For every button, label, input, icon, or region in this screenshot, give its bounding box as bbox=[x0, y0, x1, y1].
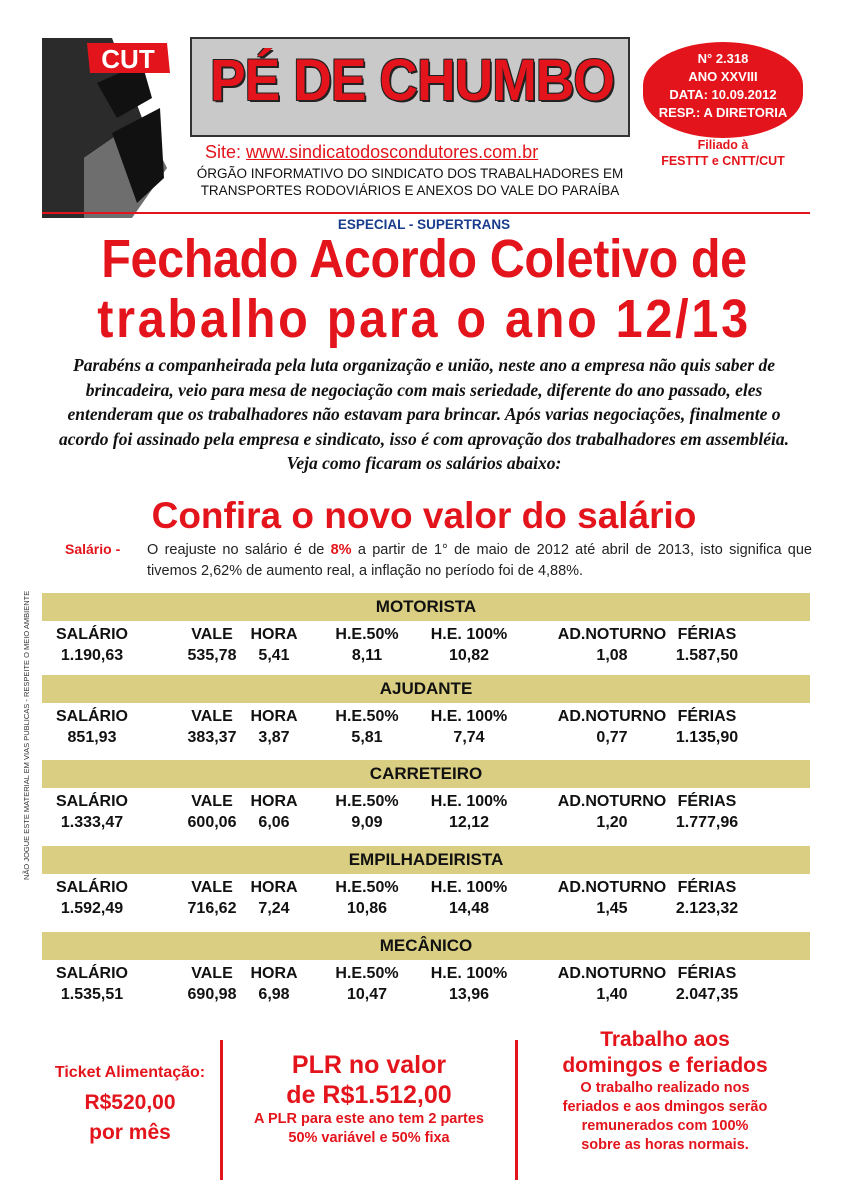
table-title-bar: CARRETEIRO bbox=[42, 760, 810, 788]
masthead-title: PÉ DE CHUMBO bbox=[209, 48, 615, 113]
column-header: VALE bbox=[191, 793, 233, 810]
column-header: H.E. 100% bbox=[430, 965, 508, 982]
cell-value: 2.123,32 bbox=[675, 900, 739, 917]
column-header: AD.NOTURNO bbox=[557, 708, 667, 725]
side-note: NÃO JOGUE ESTE MATERIAL EM VIAS PUBLICAS - RESPEITE O MEIO AMBIENTE bbox=[22, 590, 31, 880]
issue-number: N° 2.318 bbox=[697, 51, 749, 66]
issue-info-badge bbox=[643, 42, 803, 138]
column-header: SALÁRIO bbox=[56, 879, 128, 896]
logo-text: CUT bbox=[101, 44, 155, 74]
cell-value: 10,86 bbox=[346, 900, 388, 917]
cell-value: 6,98 bbox=[258, 986, 290, 1003]
table-cell bbox=[37, 624, 147, 666]
plr-box bbox=[225, 1050, 513, 1148]
site-link[interactable]: www.sindicatodoscondutores.com.br bbox=[246, 142, 539, 162]
column-header: FÉRIAS bbox=[677, 793, 737, 810]
issue-date: DATA: 10.09.2012 bbox=[669, 87, 777, 102]
ticket-period: por mês bbox=[89, 1121, 171, 1144]
table-cell bbox=[409, 706, 529, 748]
column-header: H.E.50% bbox=[335, 793, 399, 810]
salary-subhead: Confira o novo valor do salário bbox=[151, 495, 697, 536]
cell-value: 8,11 bbox=[351, 647, 383, 664]
cell-value: 383,37 bbox=[187, 729, 237, 746]
column-header: HORA bbox=[250, 793, 298, 810]
cell-value: 14,48 bbox=[448, 900, 490, 917]
column-header: AD.NOTURNO bbox=[557, 879, 667, 896]
table-cell bbox=[229, 877, 319, 919]
table-cell bbox=[409, 791, 529, 833]
cell-value: 2.047,35 bbox=[675, 986, 739, 1003]
column-header: HORA bbox=[250, 626, 298, 643]
section-tag: ESPECIAL - SUPERTRANS bbox=[337, 217, 511, 232]
column-header: FÉRIAS bbox=[677, 708, 737, 725]
cell-value: 1.535,51 bbox=[60, 986, 124, 1003]
holiday-text-4: sobre as horas normais. bbox=[581, 1137, 749, 1153]
column-header: H.E.50% bbox=[335, 965, 399, 982]
table-cell bbox=[647, 791, 767, 833]
column-header: H.E. 100% bbox=[430, 626, 508, 643]
column-header: H.E.50% bbox=[335, 879, 399, 896]
plr-detail-1: A PLR para este ano tem 2 partes bbox=[254, 1111, 484, 1127]
table-cell bbox=[229, 706, 319, 748]
column-header: SALÁRIO bbox=[56, 626, 128, 643]
cell-value: 12,12 bbox=[448, 814, 490, 831]
column-header: H.E. 100% bbox=[430, 708, 508, 725]
cut-logo-graphic bbox=[42, 38, 172, 218]
column-header: AD.NOTURNO bbox=[557, 793, 667, 810]
cell-value: 10,47 bbox=[346, 986, 388, 1003]
cell-value: 1.777,96 bbox=[675, 814, 739, 831]
cell-value: 6,06 bbox=[258, 814, 290, 831]
holiday-title-2: domingos e feriados bbox=[562, 1054, 768, 1077]
affiliation-line-1: Filiado à bbox=[697, 138, 749, 152]
table-cell bbox=[312, 791, 422, 833]
table-cell bbox=[409, 624, 529, 666]
affiliation-line-2: FESTTT e CNTT/CUT bbox=[661, 154, 785, 168]
cell-value: 1,40 bbox=[596, 986, 628, 1003]
table-cell bbox=[229, 624, 319, 666]
headline-line-1: Fechado Acordo Coletivo de bbox=[101, 229, 747, 289]
column-header: AD.NOTURNO bbox=[557, 626, 667, 643]
table-cell bbox=[647, 877, 767, 919]
column-header: FÉRIAS bbox=[677, 879, 737, 896]
holiday-text-1: O trabalho realizado nos bbox=[580, 1080, 750, 1096]
intro-paragraph: Parabéns a companheirada pela luta organização e união, neste ano a empresa não quis saber de brincadeira, veio para mesa de negociação com mais seriedade, diferente do ano passado, eles entenderam que os trabalhadores não estavam para brincar. Após varias negociações, finalmente o acordo foi assinado pela empresa e sindicato, isso é com aprovação dos trabalhadores em assembléia. Veja como ficaram os salários abaixo: bbox=[58, 355, 790, 473]
cell-value: 9,09 bbox=[351, 814, 383, 831]
bottom-divider-right bbox=[515, 1040, 518, 1180]
column-header: H.E. 100% bbox=[430, 793, 508, 810]
cell-value: 1,20 bbox=[596, 814, 628, 831]
cell-value: 3,87 bbox=[258, 729, 290, 746]
column-header: HORA bbox=[250, 879, 298, 896]
plr-title: PLR no valor bbox=[291, 1051, 447, 1079]
cell-value: 535,78 bbox=[187, 647, 237, 664]
cell-value: 1.592,49 bbox=[60, 900, 124, 917]
plr-value: de R$1.512,00 bbox=[286, 1081, 452, 1109]
table-cell bbox=[409, 877, 529, 919]
bottom-divider-left bbox=[220, 1040, 223, 1180]
salary-note-label: Salário - bbox=[65, 541, 121, 557]
cell-value: 1,45 bbox=[596, 900, 628, 917]
cell-value: 600,06 bbox=[187, 814, 237, 831]
table-cell bbox=[37, 791, 147, 833]
column-header: VALE bbox=[191, 708, 233, 725]
table-cell bbox=[37, 877, 147, 919]
cell-value: 1,08 bbox=[596, 647, 628, 664]
cell-value: 716,62 bbox=[187, 900, 237, 917]
cell-value: 1.333,47 bbox=[60, 814, 124, 831]
column-header: AD.NOTURNO bbox=[557, 965, 667, 982]
header-divider bbox=[42, 212, 810, 214]
table-cell bbox=[647, 706, 767, 748]
cell-value: 13,96 bbox=[448, 986, 490, 1003]
table-title-bar: EMPILHADEIRISTA bbox=[42, 846, 810, 874]
column-header: FÉRIAS bbox=[677, 626, 737, 643]
table-cell bbox=[312, 706, 422, 748]
column-header: VALE bbox=[191, 965, 233, 982]
table-cell bbox=[37, 706, 147, 748]
headline-line-2: trabalho para o ano 12/13 bbox=[97, 289, 751, 349]
column-header: SALÁRIO bbox=[56, 965, 128, 982]
salary-note-before: O reajuste no salário é de bbox=[147, 542, 331, 558]
org-line-2: TRANSPORTES RODOVIÁRIOS E ANEXOS DO VALE DO PARAÍBA bbox=[200, 183, 620, 198]
cell-value: 5,41 bbox=[258, 647, 290, 664]
site-line bbox=[205, 142, 538, 163]
table-cell bbox=[312, 963, 422, 1005]
holiday-text-3: remunerados com 100% bbox=[581, 1118, 749, 1134]
issue-responsible: RESP.: A DIRETORIA bbox=[658, 105, 788, 120]
cell-value: 7,24 bbox=[258, 900, 290, 917]
plr-detail-2: 50% variável e 50% fixa bbox=[288, 1130, 450, 1146]
column-header: SALÁRIO bbox=[56, 793, 128, 810]
column-header: VALE bbox=[191, 626, 233, 643]
ticket-box bbox=[42, 1062, 218, 1148]
column-header: H.E.50% bbox=[335, 626, 399, 643]
column-header: H.E.50% bbox=[335, 708, 399, 725]
column-header: H.E. 100% bbox=[430, 879, 508, 896]
table-title-bar: MECÂNICO bbox=[42, 932, 810, 960]
column-header: SALÁRIO bbox=[56, 708, 128, 725]
table-title-bar: MOTORISTA bbox=[42, 593, 810, 621]
salary-note-text bbox=[147, 540, 812, 582]
cell-value: 1.135,90 bbox=[675, 729, 739, 746]
table-cell bbox=[229, 791, 319, 833]
cell-value: 851,93 bbox=[67, 729, 117, 746]
salary-note-highlight: 8% bbox=[330, 542, 352, 558]
org-line-1: ÓRGÃO INFORMATIVO DO SINDICATO DOS TRABALHADORES EM bbox=[196, 166, 624, 181]
masthead bbox=[190, 37, 630, 137]
issue-year: ANO XXVIII bbox=[688, 69, 758, 84]
ticket-value: R$520,00 bbox=[84, 1091, 176, 1114]
holiday-text-2: feriados e aos dmingos serão bbox=[562, 1099, 768, 1115]
table-cell bbox=[312, 877, 422, 919]
cell-value: 10,82 bbox=[448, 647, 490, 664]
table-cell bbox=[409, 963, 529, 1005]
cell-value: 1.190,63 bbox=[60, 647, 124, 664]
cell-value: 0,77 bbox=[596, 729, 628, 746]
site-label: Site: bbox=[205, 142, 242, 162]
cell-value: 5,81 bbox=[351, 729, 383, 746]
ticket-label: Ticket Alimentação: bbox=[54, 1064, 206, 1081]
table-cell bbox=[647, 963, 767, 1005]
column-header: VALE bbox=[191, 879, 233, 896]
salary-note-after: a partir de 1° de maio de 2012 até abril de 2013, isto significa que tivemos 2,62% de aumento real, a inflação no período foi de 4,88%. bbox=[147, 542, 812, 579]
cell-value: 1.587,50 bbox=[675, 647, 739, 664]
cut-logo bbox=[42, 38, 172, 218]
column-header: FÉRIAS bbox=[677, 965, 737, 982]
cell-value: 690,98 bbox=[187, 986, 237, 1003]
affiliation bbox=[643, 137, 803, 169]
holiday-work-box bbox=[520, 1027, 810, 1155]
cell-value: 7,74 bbox=[453, 729, 485, 746]
holiday-title-1: Trabalho aos bbox=[600, 1028, 730, 1051]
table-cell bbox=[312, 624, 422, 666]
column-header: HORA bbox=[250, 965, 298, 982]
table-cell bbox=[229, 963, 319, 1005]
table-title-bar: AJUDANTE bbox=[42, 675, 810, 703]
table-cell bbox=[647, 624, 767, 666]
table-cell bbox=[37, 963, 147, 1005]
column-header: HORA bbox=[250, 708, 298, 725]
